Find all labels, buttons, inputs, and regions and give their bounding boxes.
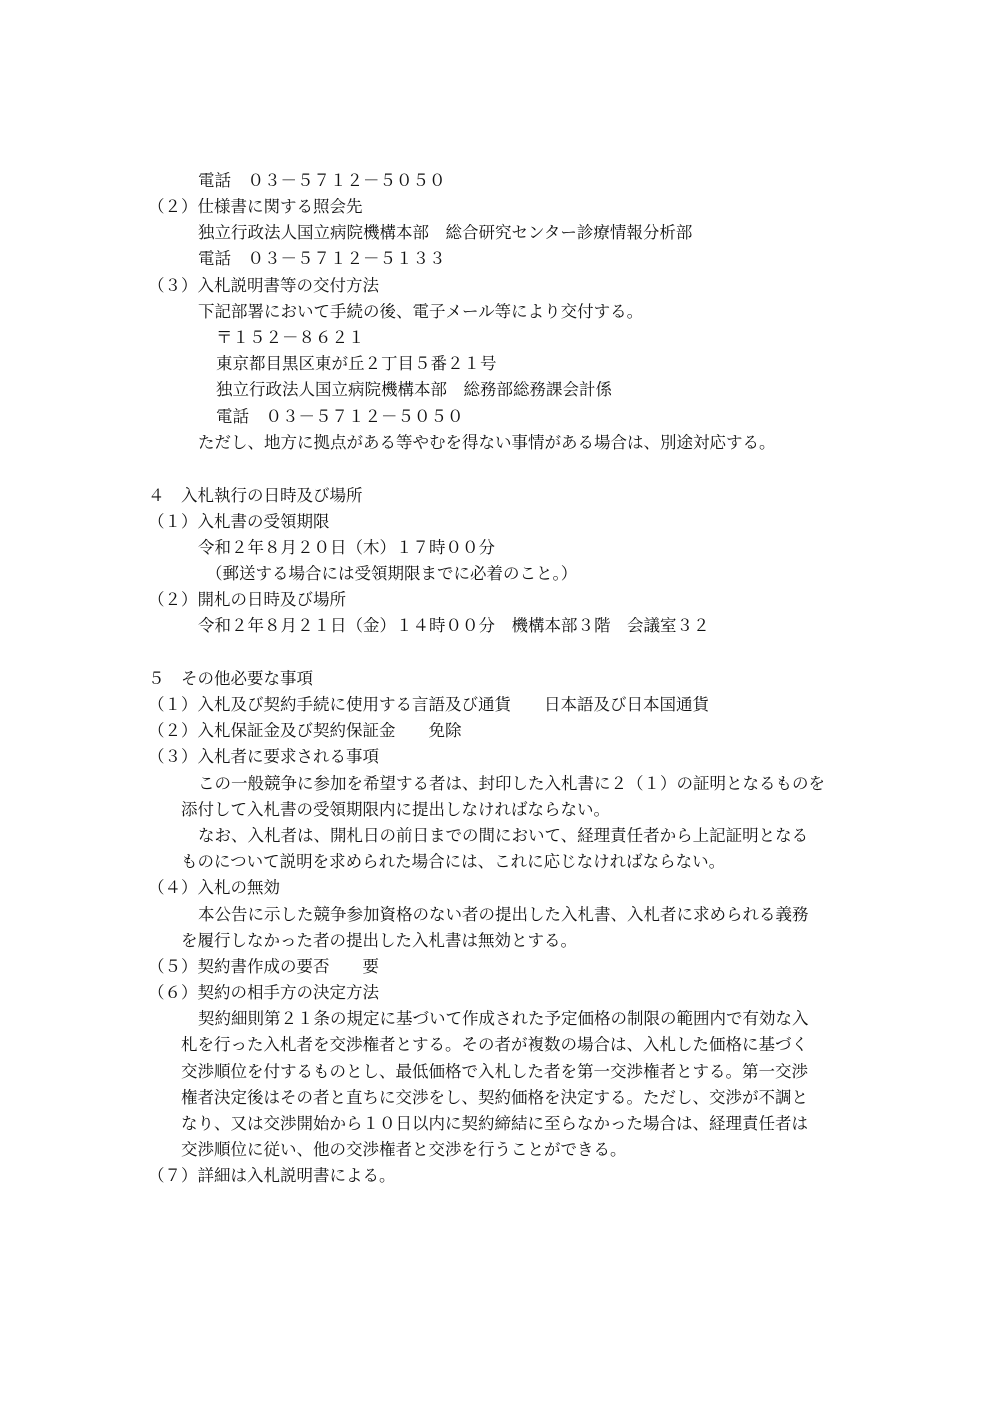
section-heading: （２）開札の日時及び場所 (148, 590, 346, 609)
section-heading: （５）契約書作成の要否 要 (148, 957, 379, 976)
body-text: 交渉順位に従い、他の交渉権者と交渉を行うことができる。 (181, 1140, 627, 1159)
section-heading: （２）仕様書に関する照会先 (148, 197, 363, 216)
section-heading: （７）詳細は入札説明書による。 (148, 1166, 396, 1185)
section-heading: （２）入札保証金及び契約保証金 免除 (148, 721, 462, 740)
address-line: 東京都目黒区東が丘２丁目５番２１号 (216, 354, 497, 373)
section-heading: （１）入札書の受領期限 (148, 512, 330, 531)
body-text: なり、又は交渉開始から１０日以内に契約締結に至らなかった場合は、経理責任者は (181, 1114, 808, 1133)
section-heading: （６）契約の相手方の決定方法 (148, 983, 379, 1002)
body-text: 独立行政法人国立病院機構本部 総合研究センター診療情報分析部 (198, 223, 693, 242)
body-text: 添付して入札書の受領期限内に提出しなければならない。 (181, 800, 610, 819)
phone-line: 電話 ０３－５７１２－５０５０ (198, 171, 446, 190)
body-text: ただし、地方に拠点がある等やむを得ない事情がある場合は、別途対応する。 (198, 433, 776, 452)
note-text: （郵送する場合には受領期限までに必着のこと。） (206, 564, 578, 583)
body-text: ものについて説明を求められた場合には、これに応じなければならない。 (181, 852, 726, 871)
body-text: 交渉順位を付するものとし、最低価格で入札した者を第一交渉権者とする。第一交渉 (181, 1062, 808, 1081)
postal-code: 〒１５２－８６２１ (216, 328, 365, 347)
body-text: 札を行った入札者を交渉権者とする。その者が複数の場合は、入札した価格に基づく (181, 1035, 808, 1054)
department-line: 独立行政法人国立病院機構本部 総務部総務課会計係 (216, 380, 612, 399)
phone-line: 電話 ０３－５７１２－５１３３ (198, 249, 446, 268)
body-text: この一般競争に参加を希望する者は、封印した入札書に２（１）の証明となるものを (198, 774, 825, 793)
section-heading: （１）入札及び契約手続に使用する言語及び通貨 日本語及び日本国通貨 (148, 695, 709, 714)
phone-line: 電話 ０３－５７１２－５０５０ (216, 407, 464, 426)
section-heading: （４）入札の無効 (148, 878, 280, 897)
date-line: 令和２年８月２０日（木）１７時００分 (198, 538, 495, 557)
body-text: 権者決定後はその者と直ちに交渉をし、契約価格を決定する。ただし、交渉が不調と (181, 1088, 808, 1107)
body-text: 下記部署において手続の後、電子メール等により交付する。 (198, 302, 644, 321)
body-text: 契約細則第２１条の規定に基づいて作成された予定価格の制限の範囲内で有効な入 (198, 1009, 809, 1028)
body-text: 本公告に示した競争参加資格のない者の提出した入札書、入札者に求められる義務 (198, 905, 809, 924)
date-line: 令和２年８月２１日（金）１４時００分 機構本部３階 会議室３２ (198, 616, 710, 635)
body-text: を履行しなかった者の提出した入札書は無効とする。 (181, 931, 577, 950)
chapter-heading: ４ 入札執行の日時及び場所 (148, 486, 363, 505)
section-heading: （３）入札説明書等の交付方法 (148, 276, 379, 295)
chapter-heading: ５ その他必要な事項 (148, 669, 313, 688)
body-text: なお、入札者は、開札日の前日までの間において、経理責任者から上記証明となる (198, 826, 809, 845)
section-heading: （３）入札者に要求される事項 (148, 747, 379, 766)
